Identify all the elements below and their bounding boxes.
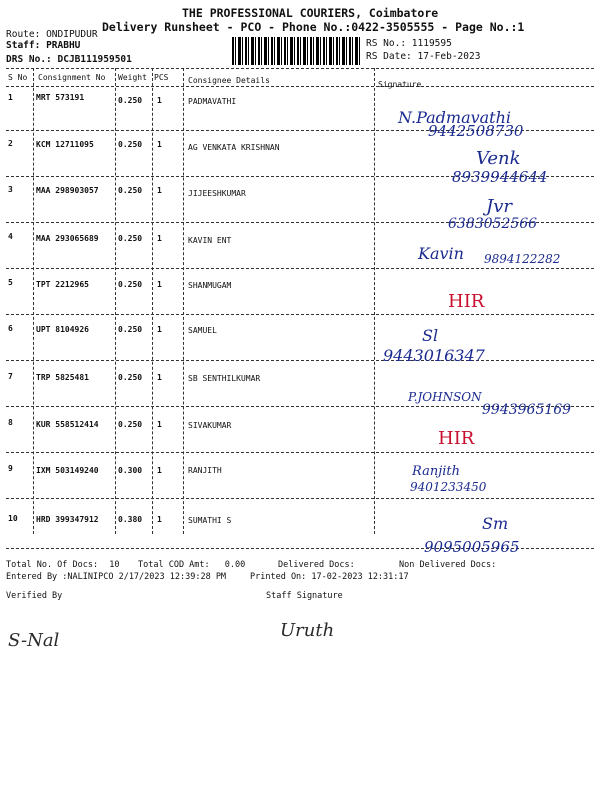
row-consignment: KUR 558512414 <box>36 420 99 429</box>
row-sno: 8 <box>8 418 13 427</box>
col-divider <box>152 68 153 534</box>
row-sno: 3 <box>8 185 13 194</box>
row-consignment: MRT 573191 <box>36 93 85 102</box>
col-header-consignment: Consignment No <box>38 73 106 82</box>
staff-line <box>6 40 80 51</box>
row-pcs: 1 <box>157 515 162 524</box>
row-sno: 6 <box>8 324 13 333</box>
row-consignment: TPT 2212965 <box>36 280 89 289</box>
row-sno: 4 <box>8 232 13 241</box>
staff-signature: Uruth <box>280 620 335 641</box>
row-sno: 5 <box>8 278 13 287</box>
row-consignment: KCM 12711095 <box>36 140 94 149</box>
signature-row-10: Sm <box>482 514 509 533</box>
signature-phone-row-1: 9442508730 <box>428 122 524 140</box>
total-docs <box>6 560 120 570</box>
total-docs-label: Total No. Of Docs: <box>6 560 99 570</box>
row-sno: 9 <box>8 464 13 473</box>
delivered-docs-label: Delivered Docs: <box>278 560 355 570</box>
rs-date-label: RS Date: <box>366 51 412 62</box>
row-weight: 0.300 <box>118 466 143 475</box>
row-sno: 2 <box>8 139 13 148</box>
col-header-weight: Weight <box>118 73 147 82</box>
rs-no-line <box>366 38 452 49</box>
signature-row-2: Venk <box>476 148 521 169</box>
row-consignee: SAMUEL <box>188 326 217 335</box>
row-consignee: KAVIN ENT <box>188 236 232 245</box>
route-label: Route: <box>6 29 41 40</box>
row-consignment: MAA 293065689 <box>36 234 99 243</box>
row-pcs: 1 <box>157 140 162 149</box>
total-docs-value: 10 <box>109 560 120 570</box>
row-sno: 1 <box>8 93 13 102</box>
row-rule <box>6 360 594 361</box>
route-line <box>6 29 98 40</box>
col-divider <box>115 68 116 534</box>
drs-label: DRS No.: <box>6 54 52 65</box>
row-consignee: JIJEESHKUMAR <box>188 189 246 198</box>
signature-row-1: N.Padmavathi <box>398 108 512 127</box>
rs-date-value: 17-Feb-2023 <box>417 51 481 62</box>
signature-row-9: Ranjith <box>412 464 460 479</box>
row-consignee: PADMAVATHI <box>188 97 237 106</box>
signature-phone-row-6: 9443016347 <box>383 346 485 365</box>
row-consignment: MAA 298903057 <box>36 186 99 195</box>
signature-phone-row-7: 9943965169 <box>482 402 572 418</box>
row-weight: 0.250 <box>118 140 143 149</box>
drs-value: DCJB111959501 <box>57 54 132 65</box>
row-weight: 0.250 <box>118 96 143 105</box>
row-weight: 0.380 <box>118 515 143 524</box>
signature-phone-row-2: 8939944644 <box>452 168 548 186</box>
col-divider <box>183 68 184 534</box>
row-consignee: SB SENTHILKUMAR <box>188 374 261 383</box>
col-header-signature: Signature <box>378 80 422 89</box>
row-consignee: SHANMUGAM <box>188 281 232 290</box>
signature-row-7: P.JOHNSON <box>408 390 482 404</box>
total-cod <box>138 560 245 570</box>
rs-date-line <box>366 51 480 62</box>
signature-row-6: Sl <box>422 326 439 345</box>
row-consignment: HRD 399347912 <box>36 515 99 524</box>
total-cod-label: Total COD Amt: <box>138 560 210 570</box>
row-sno: 10 <box>8 514 18 523</box>
row-rule <box>6 314 594 315</box>
signature-row-5: HIR <box>448 291 485 312</box>
row-weight: 0.250 <box>118 325 143 334</box>
row-pcs: 1 <box>157 373 162 382</box>
row-pcs: 1 <box>157 466 162 475</box>
row-rule <box>6 498 594 499</box>
verified-by-signature: S-Nal <box>8 630 60 651</box>
row-consignee: SIVAKUMAR <box>188 421 232 430</box>
total-cod-value: 0.00 <box>224 560 246 570</box>
drs-line <box>6 54 132 65</box>
rs-no-value: 1119595 <box>411 38 452 49</box>
signature-phone-row-3: 6383052566 <box>448 216 538 232</box>
col-header-sno: S No <box>8 73 28 82</box>
row-pcs: 1 <box>157 280 162 289</box>
row-consignment: TRP 5825481 <box>36 373 89 382</box>
row-weight: 0.250 <box>118 280 143 289</box>
row-consignment: UPT 8104926 <box>36 325 89 334</box>
signature-row-8: HIR <box>438 428 475 449</box>
row-pcs: 1 <box>157 186 162 195</box>
verified-by-label: Verified By <box>6 591 63 601</box>
signature-row-3: Jvr <box>486 196 512 217</box>
col-header-pcs: PCS <box>154 73 169 82</box>
row-pcs: 1 <box>157 96 162 105</box>
row-consignee: AG VENKATA KRISHNAN <box>188 143 280 152</box>
barcode <box>232 37 360 65</box>
non-delivered-docs-label: Non Delivered Docs: <box>399 560 497 570</box>
document-title: THE PROFESSIONAL COURIERS, Coimbatore <box>182 6 439 20</box>
table-header-rule <box>6 86 594 87</box>
row-weight: 0.250 <box>118 186 143 195</box>
route-value: ONDIPUDUR <box>46 29 98 40</box>
document-subtitle: Delivery Runsheet - PCO - Phone No.:0422-3505555 - Page No.:1 <box>102 20 525 34</box>
col-divider <box>374 68 375 534</box>
col-divider <box>33 68 34 534</box>
printed-on: Printed On: 17-02-2023 12:31:17 <box>250 572 409 582</box>
row-weight: 0.250 <box>118 420 143 429</box>
staff-label: Staff: <box>6 40 41 51</box>
col-header-consignee: Consignee Details <box>188 76 270 85</box>
entered-by: Entered By :NALINIPCO 2/17/2023 12:39:28 PM <box>6 572 227 582</box>
signature-row-4: Kavin <box>418 244 464 263</box>
row-rule <box>6 452 594 453</box>
row-weight: 0.250 <box>118 373 143 382</box>
table-top-rule <box>6 68 594 69</box>
row-pcs: 1 <box>157 234 162 243</box>
rs-no-label: RS No.: <box>366 38 407 49</box>
signature-phone-row-10: 9095005965 <box>424 538 520 556</box>
row-sno: 7 <box>8 372 13 381</box>
staff-signature-label: Staff Signature <box>266 591 343 601</box>
row-consignment: IXM 503149240 <box>36 466 99 475</box>
row-weight: 0.250 <box>118 234 143 243</box>
signature-phone-row-9: 9401233450 <box>410 480 487 494</box>
row-rule <box>6 268 594 269</box>
signature-phone-row-4: 9894122282 <box>484 252 561 266</box>
staff-value: PRABHU <box>46 40 81 51</box>
row-pcs: 1 <box>157 420 162 429</box>
row-consignee: RANJITH <box>188 466 222 475</box>
row-pcs: 1 <box>157 325 162 334</box>
row-consignee: SUMATHI S <box>188 516 232 525</box>
